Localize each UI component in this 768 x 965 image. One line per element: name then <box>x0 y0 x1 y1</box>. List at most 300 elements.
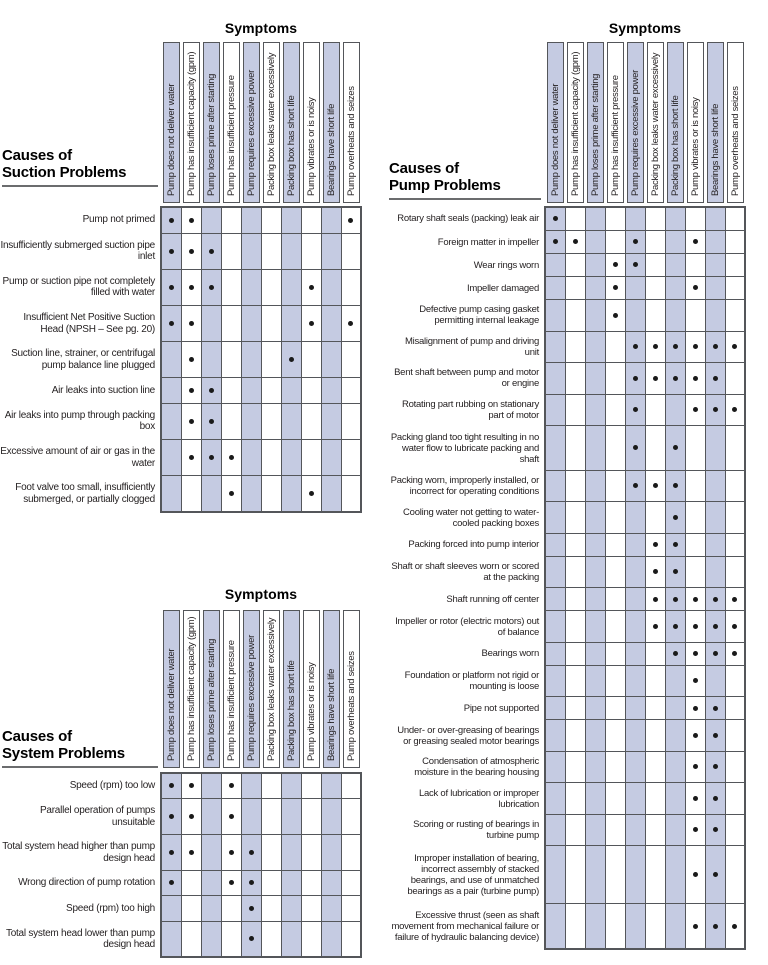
matrix-cell <box>685 846 705 904</box>
matrix-cell <box>341 799 361 835</box>
matrix-cell <box>281 921 301 957</box>
cause-label: Defective pump casing gasket permitting internal leakage <box>419 304 539 327</box>
matrix-cell <box>645 533 665 556</box>
matrix-cell <box>585 331 605 362</box>
symptom-dot <box>189 249 194 254</box>
system-problems-matrix <box>0 772 362 958</box>
cause-label: Air leaks into suction line <box>51 384 155 396</box>
matrix-cell <box>565 642 585 665</box>
cause-label: Foundation or platform not rigid or mounting is loose <box>404 670 539 693</box>
matrix-cell <box>161 799 181 835</box>
matrix-cell <box>545 502 565 533</box>
symptom-dot <box>209 249 214 254</box>
matrix-cell <box>645 588 665 611</box>
matrix-cell <box>221 476 241 512</box>
symptom-column-headers-suction <box>161 42 361 203</box>
symptom-dot <box>189 814 194 819</box>
matrix-cell <box>625 363 645 394</box>
matrix-cell <box>341 871 361 896</box>
matrix-cell <box>585 277 605 300</box>
matrix-cell <box>201 378 221 403</box>
matrix-cell <box>725 814 745 845</box>
cause-label: Packing forced into pump interior <box>408 539 539 551</box>
matrix-cell <box>181 233 201 269</box>
table-row <box>0 871 361 896</box>
matrix-cell <box>161 306 181 342</box>
symptom-column <box>181 42 201 203</box>
matrix-cell <box>625 665 645 696</box>
matrix-cell <box>585 394 605 425</box>
matrix-cell <box>685 814 705 845</box>
matrix-cell <box>181 269 201 305</box>
symptom-dot <box>348 321 353 326</box>
matrix-cell <box>605 846 625 904</box>
matrix-cell <box>645 207 665 231</box>
symptom-column-label: Pump loses prime after starting <box>205 638 217 761</box>
pump-title-line1: Causes of <box>389 160 459 177</box>
symptom-dot <box>653 542 658 547</box>
matrix-cell <box>201 207 221 233</box>
cause-label: Impeller or rotor (electric motors) out of balance <box>395 615 539 638</box>
matrix-cell <box>321 306 341 342</box>
matrix-cell <box>665 394 685 425</box>
matrix-cell <box>625 814 645 845</box>
symptom-column <box>161 42 181 203</box>
table-row <box>389 751 745 782</box>
symptom-dot <box>229 491 234 496</box>
symptom-dot <box>169 218 174 223</box>
symptom-dot <box>673 597 678 602</box>
matrix-cell <box>685 720 705 751</box>
symptom-column-label: Packing box leaks water excessively <box>265 52 277 196</box>
matrix-cell <box>565 394 585 425</box>
matrix-cell <box>261 871 281 896</box>
system-title-line2: System Problems <box>2 745 125 762</box>
matrix-cell <box>625 904 645 949</box>
matrix-cell <box>241 207 261 233</box>
matrix-cell <box>665 502 685 533</box>
matrix-cell <box>341 306 361 342</box>
matrix-cell <box>725 300 745 331</box>
symptom-dot <box>633 445 638 450</box>
symptom-column-label: Pump has insufficient capacity (gpm) <box>185 616 197 761</box>
matrix-cell <box>241 871 261 896</box>
symptom-dot <box>209 388 214 393</box>
symptom-column-box <box>243 42 260 203</box>
matrix-cell <box>705 556 725 587</box>
matrix-cell <box>545 331 565 362</box>
matrix-cell <box>705 533 725 556</box>
matrix-cell <box>725 502 745 533</box>
symptom-dot <box>633 344 638 349</box>
cause-label: Wrong direction of pump rotation <box>18 877 155 889</box>
symptom-column <box>321 42 341 203</box>
symptom-column-box <box>243 610 260 768</box>
matrix-cell <box>585 720 605 751</box>
matrix-cell <box>321 773 341 799</box>
symptom-dot <box>693 796 698 801</box>
matrix-cell <box>545 588 565 611</box>
matrix-cell <box>301 871 321 896</box>
symptom-dot <box>693 597 698 602</box>
matrix-cell <box>665 254 685 277</box>
cause-label: Foreign matter in impeller <box>437 236 539 248</box>
matrix-cell <box>665 277 685 300</box>
matrix-cell <box>281 269 301 305</box>
symptom-dot <box>189 357 194 362</box>
matrix-cell <box>281 403 301 439</box>
matrix-cell <box>645 470 665 501</box>
symptom-dot <box>713 597 718 602</box>
symptom-dot <box>732 344 737 349</box>
symptom-column-box <box>727 42 744 203</box>
matrix-cell <box>705 720 725 751</box>
symptom-dot <box>713 796 718 801</box>
pump-problems-title <box>389 150 541 200</box>
cause-label: Pump or suction pipe not completely filled with water <box>2 275 155 299</box>
matrix-cell <box>565 611 585 642</box>
matrix-cell <box>625 533 645 556</box>
symptom-dot <box>693 407 698 412</box>
matrix-cell <box>545 642 565 665</box>
symptom-column <box>201 42 221 203</box>
matrix-cell <box>585 300 605 331</box>
matrix-cell <box>341 269 361 305</box>
symptom-dot <box>309 491 314 496</box>
symptom-dot <box>653 597 658 602</box>
symptom-dot <box>189 455 194 460</box>
matrix-cell <box>281 342 301 378</box>
table-row <box>389 697 745 720</box>
table-row <box>389 277 745 300</box>
symptom-column-label: Pump vibrates or is noisy <box>689 97 701 196</box>
symptom-dot <box>209 285 214 290</box>
symptoms-heading-system: Symptoms <box>224 586 298 602</box>
symptom-column-box <box>323 42 340 203</box>
table-row <box>0 378 361 403</box>
symptom-dot <box>633 376 638 381</box>
table-row <box>0 799 361 835</box>
symptom-column <box>341 42 361 203</box>
matrix-cell <box>585 363 605 394</box>
symptom-column-label: Pump overheats and seizes <box>729 86 741 196</box>
matrix-cell <box>181 871 201 896</box>
matrix-cell <box>181 921 201 957</box>
matrix-cell <box>645 502 665 533</box>
matrix-cell <box>565 277 585 300</box>
matrix-cell <box>221 799 241 835</box>
symptom-column <box>221 610 241 768</box>
matrix-cell <box>321 342 341 378</box>
matrix-cell <box>161 269 181 305</box>
matrix-cell <box>585 846 605 904</box>
symptom-dot <box>189 850 194 855</box>
matrix-cell <box>685 254 705 277</box>
symptom-dot <box>673 445 678 450</box>
table-row <box>0 896 361 921</box>
matrix-cell <box>705 611 725 642</box>
symptom-column <box>585 42 605 203</box>
table-row <box>0 773 361 799</box>
matrix-cell <box>725 277 745 300</box>
matrix-cell <box>685 588 705 611</box>
matrix-cell <box>565 556 585 587</box>
symptom-column <box>181 610 201 768</box>
matrix-cell <box>201 269 221 305</box>
symptom-column <box>605 42 625 203</box>
symptom-dot <box>732 924 737 929</box>
matrix-cell <box>321 440 341 476</box>
matrix-cell <box>281 871 301 896</box>
matrix-cell <box>221 835 241 871</box>
matrix-cell <box>261 233 281 269</box>
symptom-dot <box>169 321 174 326</box>
symptom-column-label: Pump does not deliver water <box>165 648 177 761</box>
matrix-cell <box>625 331 645 362</box>
symptom-column <box>645 42 665 203</box>
matrix-cell <box>605 751 625 782</box>
symptom-dot <box>229 814 234 819</box>
symptom-dot <box>732 597 737 602</box>
symptom-column-box <box>183 42 200 203</box>
symptom-column-label: Pump has insufficient pressure <box>225 640 237 761</box>
matrix-cell <box>665 720 685 751</box>
matrix-cell <box>565 331 585 362</box>
matrix-cell <box>645 611 665 642</box>
symptom-column-box <box>707 42 724 203</box>
matrix-cell <box>625 426 645 471</box>
matrix-cell <box>201 440 221 476</box>
cause-label: Lack of lubrication or improper lubrication <box>418 787 539 810</box>
matrix-cell <box>565 254 585 277</box>
matrix-cell <box>545 720 565 751</box>
matrix-cell <box>565 783 585 814</box>
matrix-cell <box>685 300 705 331</box>
suction-title-line1: Causes of <box>2 147 72 164</box>
symptom-dot <box>673 542 678 547</box>
symptom-dot <box>713 407 718 412</box>
matrix-cell <box>565 363 585 394</box>
matrix-cell <box>685 331 705 362</box>
matrix-cell <box>241 403 261 439</box>
cause-label: Speed (rpm) too high <box>66 902 155 914</box>
symptom-dot <box>713 827 718 832</box>
matrix-cell <box>585 665 605 696</box>
matrix-cell <box>181 773 201 799</box>
table-row <box>0 476 361 512</box>
matrix-cell <box>645 751 665 782</box>
matrix-cell <box>241 896 261 921</box>
table-row <box>0 306 361 342</box>
matrix-cell <box>341 896 361 921</box>
matrix-cell <box>645 331 665 362</box>
matrix-cell <box>605 470 625 501</box>
matrix-cell <box>301 799 321 835</box>
matrix-cell <box>625 697 645 720</box>
symptom-dot <box>673 376 678 381</box>
symptom-dot <box>189 388 194 393</box>
table-row <box>0 921 361 957</box>
matrix-cell <box>665 846 685 904</box>
matrix-cell <box>321 207 341 233</box>
matrix-cell <box>725 697 745 720</box>
symptom-column-label: Pump overheats and seizes <box>345 651 357 761</box>
symptom-column-box <box>567 42 584 203</box>
matrix-cell <box>605 231 625 254</box>
matrix-cell <box>161 440 181 476</box>
matrix-cell <box>161 871 181 896</box>
matrix-cell <box>241 921 261 957</box>
matrix-cell <box>545 426 565 471</box>
symptom-dot <box>693 678 698 683</box>
symptom-column-box <box>303 610 320 768</box>
cause-label: Excessive thrust (seen as shaft movement from mechanical failure or failure of hydraulic balancing device) <box>391 909 539 943</box>
matrix-cell <box>645 642 665 665</box>
table-row <box>389 665 745 696</box>
matrix-cell <box>281 440 301 476</box>
matrix-cell <box>565 814 585 845</box>
table-row <box>389 363 745 394</box>
symptom-column-label: Packing box has short life <box>669 95 681 196</box>
matrix-cell <box>241 476 261 512</box>
cause-label: Shaft running off center <box>446 593 539 605</box>
matrix-cell <box>181 403 201 439</box>
matrix-cell <box>261 207 281 233</box>
matrix-cell <box>685 470 705 501</box>
matrix-cell <box>301 835 321 871</box>
symptom-column-box <box>283 610 300 768</box>
symptom-column-label: Pump has insufficient pressure <box>225 75 237 196</box>
table-row <box>389 556 745 587</box>
matrix-cell <box>221 233 241 269</box>
matrix-cell <box>281 306 301 342</box>
matrix-cell <box>685 231 705 254</box>
matrix-cell <box>645 904 665 949</box>
symptom-column-label: Pump requires excessive power <box>245 635 257 761</box>
symptom-column-label: Packing box has short life <box>285 660 297 761</box>
matrix-cell <box>645 697 665 720</box>
symptom-column <box>565 42 585 203</box>
matrix-cell <box>241 773 261 799</box>
table-row <box>389 846 745 904</box>
symptom-column-box <box>283 42 300 203</box>
matrix-cell <box>625 207 645 231</box>
symptom-column-box <box>607 42 624 203</box>
matrix-cell <box>221 378 241 403</box>
matrix-cell <box>181 896 201 921</box>
matrix-cell <box>705 588 725 611</box>
symptom-column <box>341 610 361 768</box>
matrix-cell <box>545 611 565 642</box>
symptom-dot <box>713 764 718 769</box>
matrix-cell <box>281 233 301 269</box>
matrix-cell <box>585 426 605 471</box>
cause-label: Bent shaft between pump and motor or engine <box>394 367 539 390</box>
matrix-cell <box>645 394 665 425</box>
symptom-dot <box>693 285 698 290</box>
cause-label: Insufficient Net Positive Suction Head (NPSH – See pg. 20) <box>23 312 155 335</box>
symptom-dot <box>693 376 698 381</box>
matrix-cell <box>685 751 705 782</box>
matrix-cell <box>625 231 645 254</box>
matrix-cell <box>645 814 665 845</box>
table-row <box>389 331 745 362</box>
matrix-cell <box>241 440 261 476</box>
table-row <box>0 342 361 378</box>
matrix-cell <box>645 665 665 696</box>
matrix-cell <box>181 440 201 476</box>
matrix-cell <box>201 306 221 342</box>
matrix-cell <box>665 665 685 696</box>
symptom-dot <box>249 936 254 941</box>
matrix-cell <box>341 342 361 378</box>
table-row <box>389 254 745 277</box>
matrix-cell <box>665 331 685 362</box>
matrix-cell <box>241 233 261 269</box>
matrix-cell <box>161 921 181 957</box>
matrix-cell <box>705 254 725 277</box>
symptom-column-box <box>687 42 704 203</box>
suction-problems-matrix <box>0 206 362 513</box>
matrix-cell <box>281 378 301 403</box>
matrix-cell <box>201 799 221 835</box>
matrix-cell <box>161 896 181 921</box>
symptom-dot <box>189 783 194 788</box>
matrix-cell <box>281 773 301 799</box>
symptom-column <box>685 42 705 203</box>
matrix-cell <box>585 904 605 949</box>
matrix-cell <box>565 300 585 331</box>
matrix-cell <box>605 642 625 665</box>
table-row <box>389 533 745 556</box>
matrix-cell <box>705 363 725 394</box>
cause-label: Insufficiently submerged suction pipe inlet <box>0 239 155 263</box>
symptom-dot <box>732 624 737 629</box>
matrix-cell <box>705 642 725 665</box>
matrix-cell <box>261 896 281 921</box>
cause-label: Suction line, strainer, or centrifugal pump balance line plugged <box>11 348 155 371</box>
symptom-column <box>221 42 241 203</box>
matrix-cell <box>725 665 745 696</box>
symptom-dot <box>189 321 194 326</box>
symptom-dot <box>713 344 718 349</box>
matrix-cell <box>301 342 321 378</box>
matrix-cell <box>665 751 685 782</box>
system-problems-title <box>2 714 158 768</box>
cause-label: Speed (rpm) too low <box>69 780 155 792</box>
cause-label: Impeller damaged <box>466 282 539 294</box>
symptom-dot <box>189 285 194 290</box>
matrix-cell <box>725 783 745 814</box>
matrix-cell <box>705 231 725 254</box>
table-row <box>389 720 745 751</box>
table-row <box>389 231 745 254</box>
matrix-cell <box>705 470 725 501</box>
matrix-cell <box>725 588 745 611</box>
matrix-cell <box>241 342 261 378</box>
matrix-cell <box>281 799 301 835</box>
matrix-cell <box>605 394 625 425</box>
symptom-dot <box>229 455 234 460</box>
symptom-column-box <box>203 42 220 203</box>
table-row <box>389 814 745 845</box>
matrix-cell <box>545 277 565 300</box>
matrix-cell <box>605 331 625 362</box>
symptom-column-box <box>667 42 684 203</box>
symptom-dot <box>673 483 678 488</box>
matrix-cell <box>605 533 625 556</box>
matrix-cell <box>685 904 705 949</box>
